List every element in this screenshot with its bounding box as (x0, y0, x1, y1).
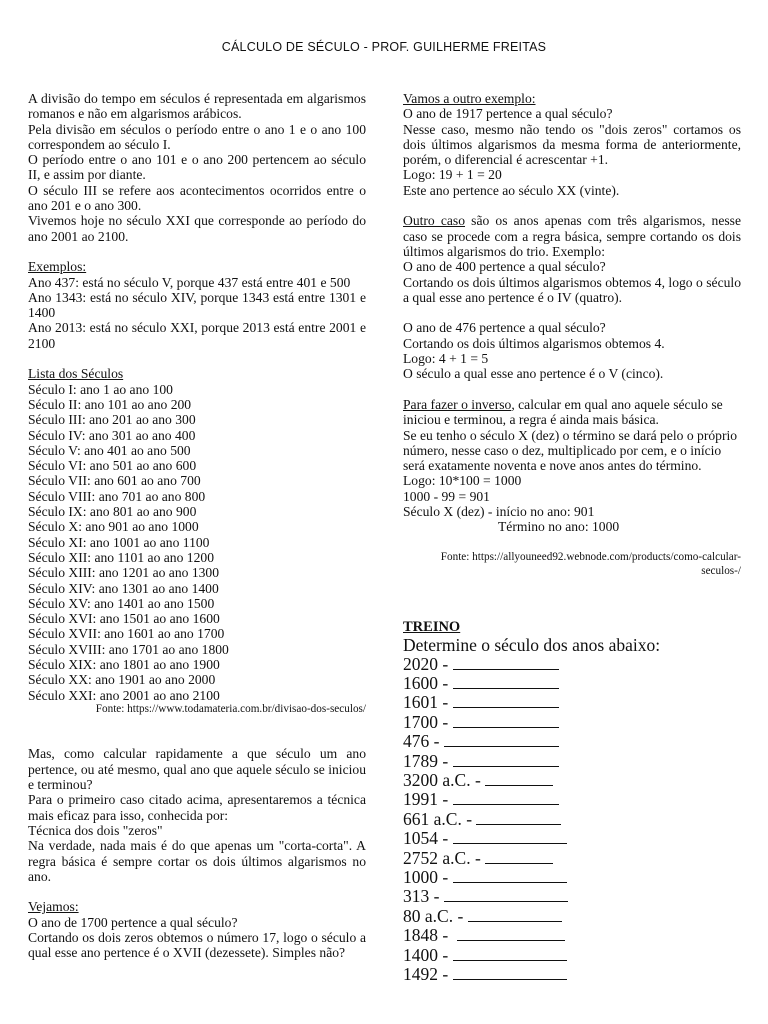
example-line: O século a qual esse ano pertence é o V (cinco). (403, 366, 664, 382)
exercise-item: 661 a.C. - (403, 810, 741, 829)
century-list-item: Século XVIII: ano 1701 ao ano 1800 (28, 641, 229, 657)
inverse-line: Logo: 10*100 = 1000 (403, 473, 522, 489)
century-list-heading: Lista dos Séculos (28, 366, 124, 382)
answer-blank[interactable] (453, 693, 559, 708)
examples-heading: Exemplos: (28, 259, 87, 275)
answer-blank[interactable] (485, 771, 553, 786)
example-line: Ano 2013: está no século XXI, porque 2013 está entre 2001 e 2100 (28, 320, 366, 351)
answer-blank[interactable] (453, 946, 567, 961)
method-paragraph: Na verdade, nada mais é do que apenas um "corta-corta". A regra básica é sempre cortar os dois últimos algarismos no ano. (28, 838, 366, 884)
answer-blank[interactable] (453, 713, 559, 728)
exercise-item: 1700 - (403, 713, 741, 732)
exercise-item: 1054 - (403, 829, 741, 848)
source-citation: seculos-/ (701, 564, 741, 577)
century-list-item: Século XVI: ano 1501 ao ano 1600 (28, 611, 220, 627)
answer-blank[interactable] (457, 926, 565, 941)
century-list-item: Século X: ano 901 ao ano 1000 (28, 519, 199, 535)
exercise-title: TREINO (403, 618, 461, 635)
intro-paragraph: Vivemos hoje no século XXI que corresponde ao período do ano 2001 ao 2100. (28, 213, 366, 244)
century-list-item: Século II: ano 101 ao ano 200 (28, 396, 192, 412)
other-case-label: Outro caso (403, 213, 466, 229)
century-list-item: Século III: ano 201 ao ano 300 (28, 412, 196, 428)
century-list-item: Século XIV: ano 1301 ao ano 1400 (28, 580, 219, 596)
example-line: Logo: 4 + 1 = 5 (403, 351, 489, 367)
exercise-item: 1789 - (403, 752, 741, 771)
vejamos-heading: Vejamos: (28, 899, 79, 915)
century-list-item: Século IX: ano 801 ao ano 900 (28, 504, 197, 520)
inverse-label: Para fazer o inverso (403, 396, 512, 412)
answer-blank[interactable] (453, 829, 567, 844)
century-list-item: Século VI: ano 501 ao ano 600 (28, 458, 197, 474)
answer-blank[interactable] (453, 655, 559, 670)
century-list-item: Século XI: ano 1001 ao ano 1100 (28, 534, 210, 550)
example-line: O ano de 1917 pertence a qual século? (403, 106, 613, 122)
exercise-item: 476 - (403, 732, 741, 751)
example-line: Este ano pertence ao século XX (vinte). (403, 182, 620, 198)
century-list-item: Século XIX: ano 1801 ao ano 1900 (28, 656, 220, 672)
left-column (28, 91, 366, 961)
inverse-text: , calcular em qual ano aquele século se iniciou e terminou, a regra é ainda mais básica. (403, 396, 723, 428)
exercise-item: 1492 - (403, 965, 741, 984)
answer-blank[interactable] (453, 790, 559, 805)
exercise-item: 1000 - (403, 868, 741, 887)
method-paragraph: Para o primeiro caso citado acima, apresentaremos a técnica mais eficaz para isso, conhecida por: (28, 792, 366, 823)
answer-blank[interactable] (453, 674, 559, 689)
example-line: Ano 437: está no século V, porque 437 está entre 401 e 500 (28, 274, 351, 290)
answer-blank[interactable] (453, 752, 559, 767)
century-list-item: Século V: ano 401 ao ano 500 (28, 442, 191, 458)
example-line: Nesse caso, mesmo não tendo os "dois zeros" cortamos os dois últimos algarismos da mesma forma de anteriormente, porém, o diferencial é acrescentar +1. (403, 121, 741, 168)
exercise-item: 80 a.C. - (403, 907, 741, 926)
exercise-item: 1601 - (403, 693, 741, 712)
answer-blank[interactable] (444, 887, 568, 902)
vejamos-line: Cortando os dois zeros obtemos o número 17, logo o século a qual esse ano pertence é o XVII (dezessete). Simples não? (28, 930, 366, 961)
exercise-item: 1991 - (403, 790, 741, 809)
source-citation: Fonte: https://www.todamateria.com.br/divisao-dos-seculos/ (95, 702, 366, 715)
page-title: CÁLCULO DE SÉCULO - PROF. GUILHERME FREITAS (221, 40, 547, 54)
exercise-instruction: Determine o século dos anos abaixo: (403, 634, 661, 655)
exercise-item: 3200 a.C. - (403, 771, 741, 790)
example-line: Cortando os dois últimos algarismos obtemos 4, logo o século a qual esse ano pertence é o IV (quatro). (403, 274, 741, 305)
another-example-heading: Vamos a outro exemplo: (403, 91, 536, 106)
century-list-item: Século XIII: ano 1201 ao ano 1300 (28, 565, 220, 581)
answer-blank[interactable] (444, 732, 559, 747)
inverse-line: Término no ano: 1000 (498, 519, 620, 535)
exercise-item: 1400 - (403, 946, 741, 965)
exercise-item: 1600 - (403, 674, 741, 693)
century-list-item: Século XXI: ano 2001 ao ano 2100 (28, 687, 220, 703)
other-case-text: são os anos apenas com três algarismos, nesse caso se procede com a regra básica, sempre cortando os dois últimos algarismos do trio. Exemplo: (403, 213, 741, 259)
exercise-item: 313 - (403, 887, 741, 906)
answer-blank[interactable] (453, 868, 567, 883)
century-list-item: Século IV: ano 301 ao ano 400 (28, 427, 196, 443)
example-line: Logo: 19 + 1 = 20 (403, 167, 502, 183)
inverse-line: Se eu tenho o século X (dez) o término se dará pelo o próprio número, nesse caso o dez, multiplicado por cem, e o início será exatamente noventa e nove anos antes do término. (403, 427, 738, 474)
method-name: Técnica dos dois "zeros" (28, 822, 163, 838)
right-column (403, 91, 741, 984)
century-list-item: Século XVII: ano 1601 ao ano 1700 (28, 626, 225, 642)
intro-paragraph: A divisão do tempo em séculos é representada em algarismos romanos e não em algarismos arábicos. (28, 91, 366, 122)
example-line: O ano de 400 pertence a qual século? (403, 259, 606, 275)
example-line: Cortando os dois últimos algarismos obtemos 4. (403, 335, 665, 351)
answer-blank[interactable] (476, 810, 561, 825)
answer-blank[interactable] (468, 907, 562, 922)
intro-paragraph: O século III se refere aos acontecimentos ocorridos entre o ano 201 e o ano 300. (28, 182, 366, 214)
inverse-line: 1000 - 99 = 901 (403, 488, 490, 504)
example-line: O ano de 476 pertence a qual século? (403, 320, 606, 336)
inverse-line: Século X (dez) - início no ano: 901 (403, 504, 595, 520)
century-list-item: Século XII: ano 1101 ao ano 1200 (28, 549, 214, 565)
century-list-item: Século VIII: ano 701 ao ano 800 (28, 488, 206, 504)
vejamos-line: O ano de 1700 pertence a qual século? (28, 914, 238, 930)
answer-blank[interactable] (453, 965, 567, 980)
century-list-item: Século XV: ano 1401 ao ano 1500 (28, 595, 215, 611)
century-list-item: Século VII: ano 601 ao ano 700 (28, 473, 201, 489)
inverse-paragraph (403, 397, 741, 428)
exercise-item: 2752 a.C. - (403, 849, 741, 868)
century-list-item: Século I: ano 1 ao ano 100 (28, 381, 173, 397)
exercise-item: 1848 - (403, 926, 741, 945)
source-citation: Fonte: https://allyouneed92.webnode.com/products/como-calcular- (440, 550, 741, 563)
exercise-item: 2020 - (403, 655, 741, 674)
intro-paragraph: Pela divisão em séculos o período entre o ano 1 e o ano 100 correspondem ao século I. (28, 121, 366, 152)
century-list-item: Século XX: ano 1901 ao ano 2000 (28, 672, 216, 688)
answer-blank[interactable] (485, 849, 553, 864)
other-case-paragraph (403, 213, 741, 259)
method-intro: Mas, como calcular rapidamente a que século um ano pertence, ou até mesmo, qual ano que aquele século se iniciou e terminou? (28, 746, 366, 793)
intro-paragraph: O período entre o ano 101 e o ano 200 pertencem ao século II, e assim por diante. (28, 152, 366, 183)
example-line: Ano 1343: está no século XIV, porque 1343 está entre 1301 e 1400 (28, 289, 366, 321)
exercise-section (403, 619, 741, 985)
